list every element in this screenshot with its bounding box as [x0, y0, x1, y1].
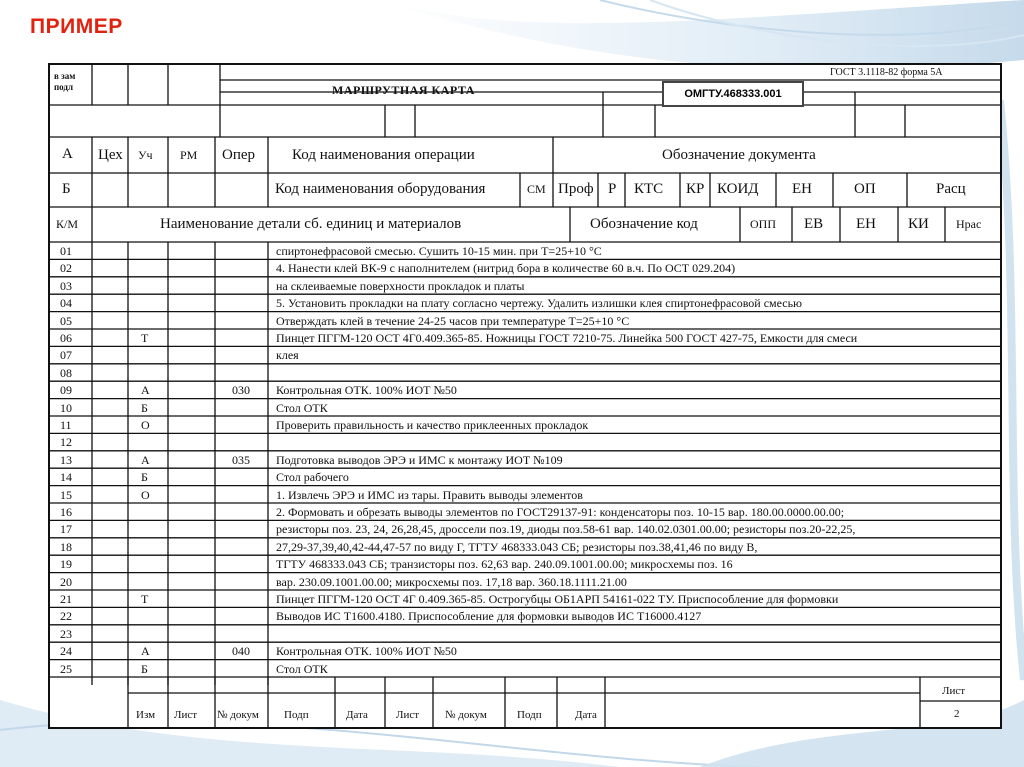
row-text: Стол ОТК — [276, 400, 328, 415]
row-uch: Б — [141, 661, 148, 676]
row-text: Стол ОТК — [276, 661, 328, 676]
row-number: 02 — [60, 261, 72, 276]
row-number: 23 — [60, 626, 72, 641]
col-koid: КОИД — [717, 181, 759, 197]
row-number: 21 — [60, 592, 72, 606]
row-text: 5. Установить прокладки на плату согласно чертежу. Удалить излишки клея спиртонефрасовой смесью — [276, 296, 803, 311]
row-number: 07 — [60, 348, 72, 363]
row-text: спиртонефрасовой смесью. Сушить 10-15 мин. при T=25+10 °C — [276, 244, 602, 258]
row-number: 25 — [60, 661, 72, 676]
col-kr: КР — [686, 181, 705, 197]
row-uch: А — [141, 644, 150, 659]
row-number: 06 — [60, 331, 72, 345]
row-number: 11 — [60, 418, 72, 432]
col-oper: Опер — [222, 147, 256, 163]
row-number: 09 — [60, 383, 72, 398]
col-opp: ОПП — [750, 217, 776, 231]
row-number: 14 — [60, 470, 72, 485]
col-nras: Нрас — [956, 217, 982, 231]
col-designation-code: Обозначение код — [590, 216, 698, 232]
doc-code-stamp: ОМГТУ.468333.001 — [662, 81, 804, 107]
row-number: 17 — [60, 522, 72, 537]
row-oper: 035 — [232, 452, 250, 467]
row-number: 08 — [60, 365, 72, 380]
row-uch: О — [141, 487, 150, 502]
col-rasc: Расц — [936, 181, 966, 197]
gost-form-label: ГОСТ 3.1118-82 форма 5А — [830, 67, 943, 78]
row-text: Пинцет ПГГМ-120 ОСТ 4Г 0.409.365-85. Острогубцы ОБ1АРП 54161-022 ТУ. Приспособление для формовки — [276, 592, 839, 606]
row-text: 4. Нанести клей ВК-9 с наполнителем (нитрид бора в количестве 60 в.ч. По ОСТ 029.204) — [276, 261, 736, 276]
footer-list-2: Лист — [396, 709, 420, 721]
row-text: Контрольная ОТК. 100% ИОТ №50 — [276, 383, 457, 398]
col-sm: СМ — [527, 182, 546, 196]
col-uch: Уч — [138, 148, 153, 162]
row-uch: Т — [141, 592, 149, 606]
col-ki: КИ — [908, 216, 929, 232]
col-kts: КТС — [634, 181, 664, 197]
row-number: 24 — [60, 644, 72, 659]
row-number: 01 — [60, 244, 72, 258]
row-text: на склеиваемые поверхности прокладок и платы — [276, 278, 525, 293]
row-oper: 030 — [232, 383, 250, 398]
sheet-label: Лист — [942, 685, 966, 697]
row-text: 2. Формовать и обрезать выводы элементов по ГОСТ29137-91: конденсаторы поз. 10-15 вар. 180.00.0000.00.00; — [276, 505, 845, 519]
izm-podl-label: в зам подл — [54, 71, 76, 92]
footer-podp: Подп — [284, 709, 309, 721]
sheet-number: 2 — [954, 708, 960, 720]
row-text: ТГТУ 468333.043 СБ; транзисторы поз. 62,63 вар. 240.09.1001.00.00; микросхемы поз. 16 — [276, 557, 733, 572]
row-uch: А — [141, 452, 150, 467]
col-b: Б — [62, 181, 71, 197]
row-number: 19 — [60, 557, 72, 572]
doc-type-title: МАРШРУТНАЯ КАРТА — [332, 83, 475, 97]
col-op-code: Код наименования операции — [292, 147, 475, 163]
row-text: Отверждать клей в течение 24-25 часов при температуре T=25+10 °C — [276, 313, 630, 328]
footer-podp-2: Подп — [517, 709, 542, 721]
row-number: 10 — [60, 400, 72, 415]
row-uch: Б — [141, 470, 148, 485]
row-number: 20 — [60, 574, 72, 589]
row-text: Подготовка выводов ЭРЭ и ИМС к монтажу ИОТ №109 — [276, 452, 563, 467]
route-card-form — [48, 63, 1002, 729]
col-prof: Проф — [558, 181, 594, 197]
form-grid-lines — [50, 65, 1000, 727]
row-text: Контрольная ОТК. 100% ИОТ №50 — [276, 644, 457, 659]
row-number: 04 — [60, 296, 72, 311]
col-en-b: ЕН — [792, 181, 812, 197]
row-uch: О — [141, 418, 150, 432]
row-text: резисторы поз. 23, 24, 26,28,45, дроссели поз.19, диоды поз.58-61 вар. 140.02.0301.00.00; резисторы поз.20-22,25, — [276, 522, 856, 537]
row-number: 15 — [60, 487, 72, 502]
footer-list: Лист — [174, 709, 198, 721]
page-title: ПРИМЕР — [30, 15, 123, 38]
row-text: вар. 230.09.1001.00.00; микросхемы поз. 17,18 вар. 360.18.1111.21.00 — [276, 574, 627, 589]
col-doc-designation: Обозначение документа — [662, 147, 816, 163]
row-uch: Т — [141, 331, 149, 345]
row-number: 13 — [60, 452, 72, 467]
footer-data: Дата — [346, 709, 368, 721]
row-uch: А — [141, 383, 150, 398]
row-number: 05 — [60, 313, 72, 328]
col-equip-code: Код наименования оборудования — [275, 181, 486, 197]
col-ceh: Цех — [98, 147, 123, 163]
row-number: 16 — [60, 505, 72, 519]
col-ev: ЕВ — [804, 216, 824, 232]
row-number: 12 — [60, 435, 72, 450]
col-en-km: ЕН — [856, 216, 876, 232]
col-km: К/М — [56, 217, 79, 231]
col-part-name: Наименование детали сб. единиц и материалов — [160, 216, 462, 232]
row-number: 03 — [60, 278, 72, 293]
row-text: 27,29-37,39,40,42-44,47-57 по виду Г, ТГТУ 468333.043 СБ; резисторы поз.38,41,46 по виду В, — [276, 539, 758, 554]
col-a: А — [62, 146, 73, 162]
footer-n-dok-2: № докум — [445, 709, 487, 721]
row-text: 1. Извлечь ЭРЭ и ИМС из тары. Править выводы элементов — [276, 487, 583, 502]
col-rm: РМ — [180, 148, 198, 162]
row-text: клея — [276, 348, 299, 363]
footer-n-dok: № докум — [217, 709, 259, 721]
footer-data-2: Дата — [575, 709, 597, 721]
row-oper: 040 — [232, 644, 250, 659]
col-r: Р — [608, 181, 617, 197]
footer-izm: Изм — [136, 709, 156, 721]
row-text: Пинцет ПГГМ-120 ОСТ 4Г0.409.365-85. Ножницы ГОСТ 7210-75. Линейка 500 ГОСТ 427-75, Емкости для смеси — [276, 331, 858, 345]
row-text: Проверить правильность и качество приклеенных прокладок — [276, 418, 589, 432]
row-text: Стол рабочего — [276, 470, 349, 485]
row-number: 18 — [60, 539, 72, 554]
row-uch: Б — [141, 400, 148, 415]
row-number: 22 — [60, 609, 72, 624]
row-text: Выводов ИС Т1600.4180. Приспособление для формовки выводов ИС Т16000.4127 — [276, 609, 702, 624]
col-op-b: ОП — [854, 181, 876, 197]
